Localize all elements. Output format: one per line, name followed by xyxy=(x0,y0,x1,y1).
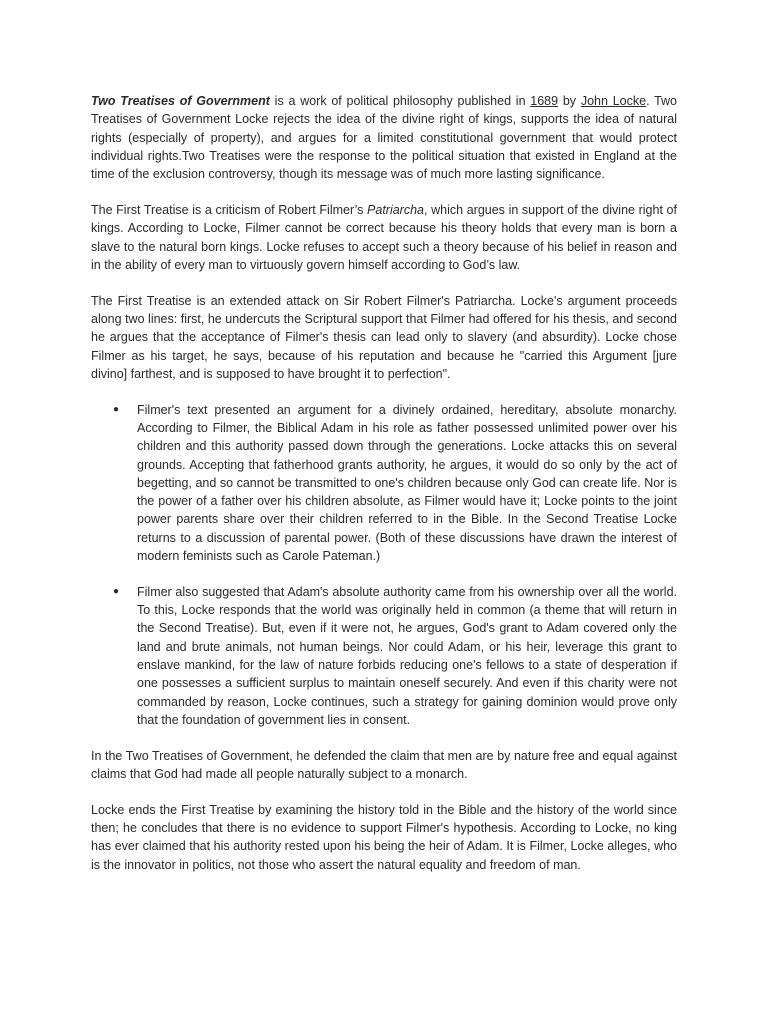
first-treatise-text-b: , which argues in support of the divine right of kings. According to Locke, Filmer cannot be correct because his theory holds that every man is born a slave to the natural born kings. Locke refuses to accept such a theory because of his belief in reason and in the ability of every man to virtuously govern himself according to God’s law. xyxy=(91,202,677,272)
first-treatise-paragraph xyxy=(91,201,677,274)
intro-text-b: by xyxy=(558,94,581,108)
bullet-icon: ● xyxy=(113,403,120,415)
intro-text-c: . Two Treatises of Government Locke rejects the idea of the divine right of kings, supports the idea of natural rights (especially of property), and argues for a limited constitutional government that would protect individual rights.Two Treatises were the response to the political situation that existed in England at the time of the exclusion controversy, though its message was of much more lasting significance. xyxy=(91,94,677,182)
patriarcha-italic: Patriarcha xyxy=(367,202,425,217)
document-body xyxy=(91,92,677,891)
bullet-text: Filmer's text presented an argument for a divinely ordained, hereditary, absolute monarchy. According to Filmer, the Biblical Adam in his role as father possessed unlimited power over his children and this authority passed down through the generations. Locke attacks this on several grounds. Accepting that fatherhood grants authority, he argues, it would do so only by the act of begetting, and so cannot be transmitted to one's children because only God can create life. Nor is the power of a father over his children absolute, as Filmer would have it; Locke points to the joint power parents share over their children referred to in the Bible. In the Second Treatise Locke returns to a discussion of parental power. (Both of these discussions have drawn the interest of modern feminists such as Carole Pateman.) xyxy=(137,402,677,564)
author-link[interactable]: John Locke xyxy=(580,94,647,108)
conclusion-paragraph: Locke ends the First Treatise by examining the history told in the Bible and the history of the world since then; he concludes that there is no evidence to support Filmer's hypothesis. According to Locke, no king has ever claimed that his authority rested upon his being the heir of Adam. It is Filmer, Locke alleges, who is the innovator in politics, not those who assert the natural equality and freedom of man. xyxy=(91,802,677,872)
year-link[interactable]: 1689 xyxy=(530,94,559,108)
first-treatise-text-a: The First Treatise is a criticism of Robert Filmer’s xyxy=(91,202,368,217)
bullet-list xyxy=(91,401,677,730)
document-title: Two Treatises of Government xyxy=(91,94,270,108)
bullet-icon: ● xyxy=(113,585,120,597)
list-item xyxy=(113,401,677,566)
extended-attack-paragraph: The First Treatise is an extended attack on Sir Robert Filmer's Patriarcha. Locke's argument proceeds along two lines: first, he undercuts the Scriptural support that Filmer had offered for his thesis, and second he argues that the acceptance of Filmer's thesis can lead only to slavery (and absurdity). Locke chose Filmer as his target, he says, because of his reputation and because he "carried this Argument [jure divino] farthest, and is supposed to have brought it to perfection". xyxy=(91,293,677,381)
defended-claim-paragraph: In the Two Treatises of Government, he defended the claim that men are by nature free and equal against claims that God had made all people naturally subject to a monarch. xyxy=(91,748,677,781)
intro-text-a: is a work of political philosophy published in xyxy=(269,94,531,108)
list-item xyxy=(113,583,677,729)
intro-paragraph xyxy=(91,92,677,183)
bullet-text: Filmer also suggested that Adam's absolute authority came from his ownership over all the world. To this, Locke responds that the world was originally held in common (a theme that will return in the Second Treatise). But, even if it were not, he argues, God's grant to Adam covered only the land and brute animals, not human beings. Nor could Adam, or his heir, leverage this grant to enslave mankind, for the law of nature forbids reducing one's fellows to a state of desperation if one possesses a sufficient surplus to maintain oneself securely. And even if this charity were not commanded by reason, Locke continues, such a strategy for gaining dominion would prove only that the foundation of government lies in consent. xyxy=(137,584,677,727)
